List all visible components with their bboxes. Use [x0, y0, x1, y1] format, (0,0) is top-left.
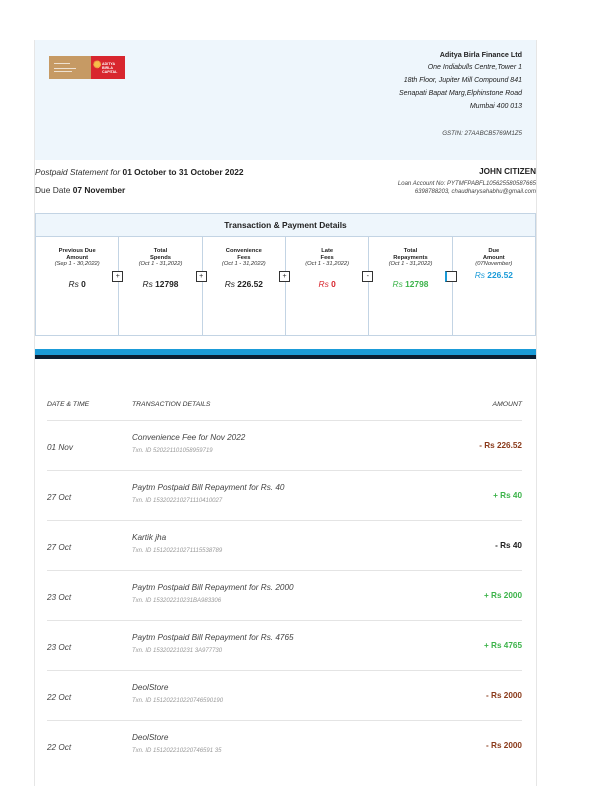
row-date: 01 Nov	[47, 443, 73, 452]
header-band	[35, 40, 536, 160]
summary-amount: Rs 0	[318, 279, 336, 289]
summary-period: (Sep 1 - 30,2022)	[54, 261, 100, 267]
operator-sign: -	[362, 271, 373, 282]
customer-contact: 6398788203, chaudharysahabhu@gmail.com	[414, 189, 536, 195]
header-amount: AMOUNT	[492, 401, 522, 408]
row-txn-id: Txn. ID 151202210220746590190	[132, 698, 224, 704]
company-gstin: GSTIN: 27AABCB5769M1Z5	[442, 130, 522, 137]
row-amount: + Rs 4765	[483, 641, 522, 650]
operator-sign: +	[112, 271, 123, 282]
operator-sign: +	[196, 271, 207, 282]
summary-label: Late Fees	[320, 248, 334, 261]
row-amount: - Rs 40	[495, 541, 522, 550]
summary-cell	[453, 237, 535, 335]
table-row	[47, 570, 522, 620]
statement-period-value: 01 October to 31 October 2022	[122, 167, 244, 177]
row-title: Paytm Postpaid Bill Repayment for Rs. 2000	[132, 583, 294, 592]
table-row	[47, 520, 522, 570]
summary-amount: Rs 226.52	[224, 279, 263, 289]
summary-label: Total Spends	[150, 248, 171, 261]
summary-amount: Rs 12798	[142, 279, 179, 289]
summary-cell	[369, 237, 452, 335]
row-txn-id: Txn. ID 153202210231 3A977730	[132, 648, 223, 654]
summary-cell	[286, 237, 369, 335]
summary-label: Convenience Fees	[225, 248, 262, 261]
summary-period: (Oct 1 - 31,2022)	[305, 261, 350, 267]
logo-text-line-2: CAPITAL	[102, 70, 118, 74]
row-amount: - Rs 2000	[486, 691, 522, 700]
row-amount: - Rs 226.52	[479, 441, 522, 450]
customer-name: JOHN CITIZEN	[479, 167, 536, 176]
logo-left-panel	[49, 56, 91, 79]
row-date: 23 Oct	[47, 593, 72, 602]
row-txn-id: Txn. ID 520221101058959719	[132, 448, 213, 454]
company-address-line: Mumbai 400 013	[469, 103, 522, 110]
row-amount: + Rs 2000	[483, 591, 522, 600]
statement-prefix: Postpaid Statement for	[35, 167, 121, 177]
table-row	[47, 670, 522, 720]
summary-label: Previous Due Amount	[58, 248, 96, 261]
statement-page	[34, 40, 537, 786]
table-row	[47, 470, 522, 520]
row-date: 22 Oct	[47, 693, 72, 702]
logo-text-line-1: ADITYA BIRLA	[102, 62, 115, 70]
summary-period: (Oct 1 - 31,2022)	[221, 261, 266, 267]
row-date: 22 Oct	[47, 743, 72, 752]
summary-cell	[119, 237, 202, 335]
summary-cell	[36, 237, 119, 335]
summary-period: (Oct 1 - 31,2022)	[138, 261, 183, 267]
summary-period: (Oct 1 - 31,2022)	[388, 261, 433, 267]
summary-cell	[203, 237, 286, 335]
row-date: 23 Oct	[47, 643, 72, 652]
payment-summary	[35, 213, 536, 336]
header-details: TRANSACTION DETAILS	[132, 401, 211, 408]
summary-cells	[36, 237, 535, 335]
row-date: 27 Oct	[47, 543, 72, 552]
company-address-line: 18th Floor, Jupiter Mill Compound 841	[403, 77, 522, 84]
header-date: DATE & TIME	[47, 401, 90, 408]
row-title: Paytm Postpaid Bill Repayment for Rs. 40	[132, 483, 285, 492]
row-title: Convenience Fee for Nov 2022	[132, 433, 246, 442]
row-title: Kartik jha	[132, 533, 167, 542]
row-amount: + Rs 40	[493, 491, 522, 500]
summary-amount: Rs 0	[68, 279, 86, 289]
company-details	[399, 48, 522, 140]
row-txn-id: Txn. ID 151202210271115538789	[132, 548, 223, 554]
due-date-label: Due Date	[35, 185, 71, 195]
table-row	[47, 720, 522, 770]
sun-icon: ✺	[93, 60, 102, 71]
summary-amount: Rs 12798	[392, 279, 429, 289]
summary-period: (07November)	[475, 261, 513, 267]
transaction-list	[47, 420, 522, 770]
row-txn-id: Txn. ID 153202210271110410027	[132, 498, 223, 504]
customer-details	[398, 167, 536, 196]
table-row	[47, 420, 522, 470]
company-address-line: One Indiabulls Centre,Tower 1	[427, 64, 522, 71]
company-name: Aditya Birla Finance Ltd	[439, 50, 522, 59]
summary-label: Due Amount	[482, 248, 505, 261]
loan-account-number: Loan Account No: PYTMFPABFL105625580587665	[397, 181, 536, 187]
row-txn-id: Txn. ID 153202210231BA983306	[132, 598, 222, 604]
row-txn-id: Txn. ID 151202210220746591 35	[132, 748, 222, 754]
company-address-line: Senapati Bapat Marg,Elphinstone Road	[399, 90, 522, 97]
due-date-value: 07 November	[72, 185, 126, 195]
row-title: DeolStore	[132, 683, 169, 692]
summary-amount: Rs 226.52	[474, 270, 513, 280]
equals-sign	[445, 271, 457, 282]
statement-period	[35, 167, 244, 177]
summary-label: Total Repayments	[393, 248, 428, 261]
table-row	[47, 620, 522, 670]
due-date	[35, 185, 125, 195]
logo-right-panel	[91, 56, 125, 79]
row-date: 27 Oct	[47, 493, 72, 502]
operator-sign: +	[279, 271, 290, 282]
row-amount: - Rs 2000	[486, 741, 522, 750]
company-logo	[49, 56, 125, 79]
row-title: Paytm Postpaid Bill Repayment for Rs. 4765	[132, 633, 294, 642]
summary-title: Transaction & Payment Details	[36, 214, 535, 237]
divider-dark	[35, 355, 536, 359]
row-title: DeolStore	[132, 733, 169, 742]
